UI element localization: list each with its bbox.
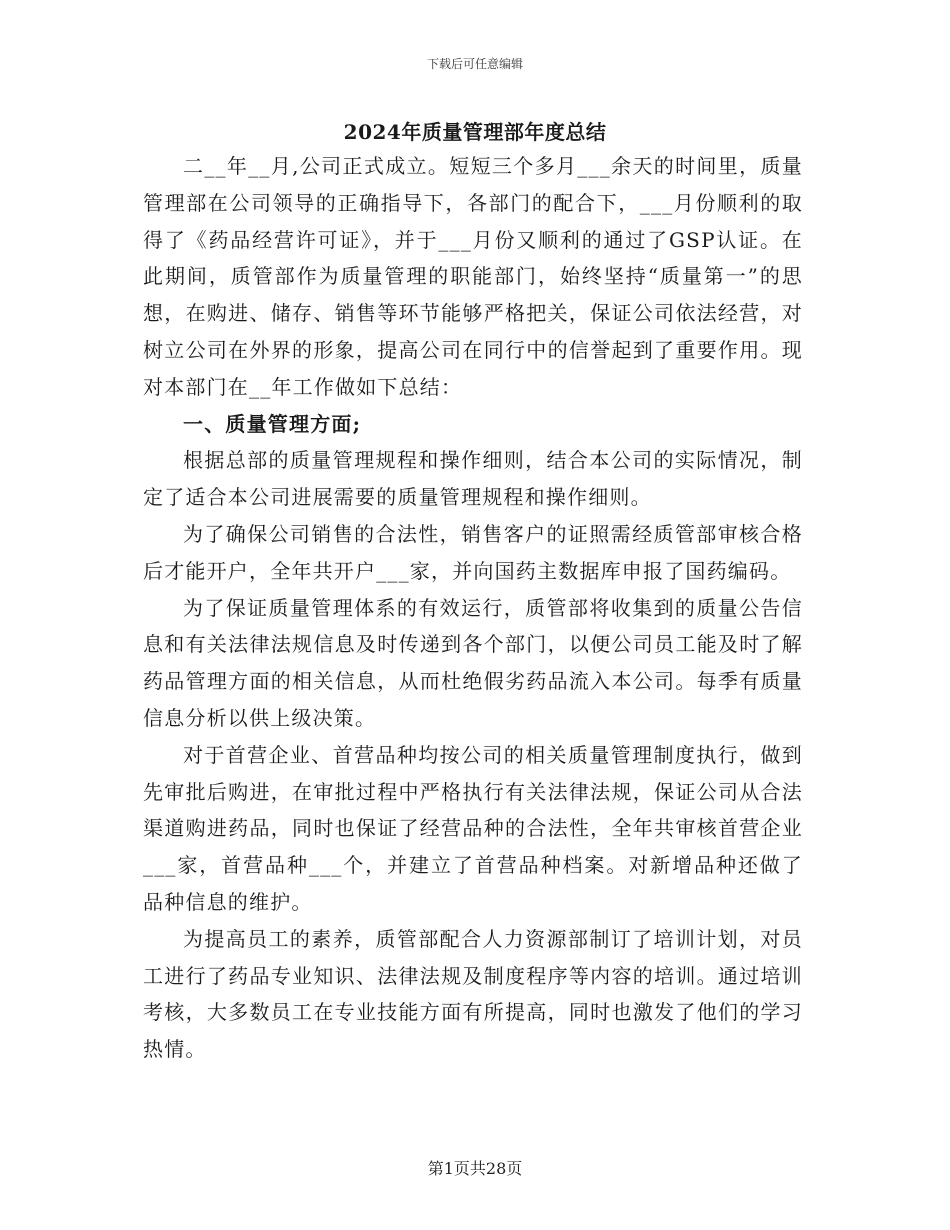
paragraph: 为提高员工的素养，质管部配合人力资源部制订了培训计划，对员工进行了药品专业知识、法律法规及制度程序等内容的培训。通过培训考核，大多数员工在专业技能方面有所提高，同时也激发了他们的学习热情。 [143, 926, 803, 1062]
document-title: 2024年质量管理部年度总结 [343, 120, 607, 144]
header-note: 下载后可任意编辑 [426, 57, 523, 71]
page-number: 第1页共28页 [427, 1159, 523, 1178]
paragraph-intro: 二__年__月,公司正式成立。短短三个多月___余天的时间里，质量管理部在公司领导的正确指导下，各部门的配合下，___月份顺利的取得了《药品经营许可证》，并于___月份又顺利的通过了GSP认证。在此期间，质管部作为质量管理的职能部门，始终坚持“质量第一”的思想，在购进、储存、销售等环节能够严格把关，保证公司依法经营，对树立公司在外界的形象，提高公司在同行中的信誉起到了重要作用。现对本部门在__年工作做如下总结： [143, 154, 803, 399]
paragraph: 为了确保公司销售的合法性，销售客户的证照需经质管部审核合格后才能开户，全年共开户___家，并向国药主数据库申报了国药编码。 [143, 521, 803, 583]
paragraph: 为了保证质量管理体系的有效运行，质管部将收集到的质量公告信息和有关法律法规信息及时传递到各个部门，以便公司员工能及时了解药品管理方面的相关信息，从而杜绝假劣药品流入本公司。每季有质量信息分析以供上级决策。 [143, 595, 803, 730]
section-heading: 一、质量管理方面; [183, 411, 362, 436]
document-body [143, 148, 803, 1068]
paragraph: 对于首营企业、首营品种均按公司的相关质量管理制度执行，做到先审批后购进，在审批过程中严格执行有关法律法规，保证公司从合法渠道购进药品，同时也保证了经营品种的合法性，全年共审核首营企业___家，首营品种___个，并建立了首营品种档案。对新增品种还做了品种信息的维护。 [143, 742, 803, 914]
paragraph: 根据总部的质量管理规程和操作细则，结合本公司的实际情况，制定了适合本公司进展需要的质量管理规程和操作细则。 [143, 448, 803, 510]
